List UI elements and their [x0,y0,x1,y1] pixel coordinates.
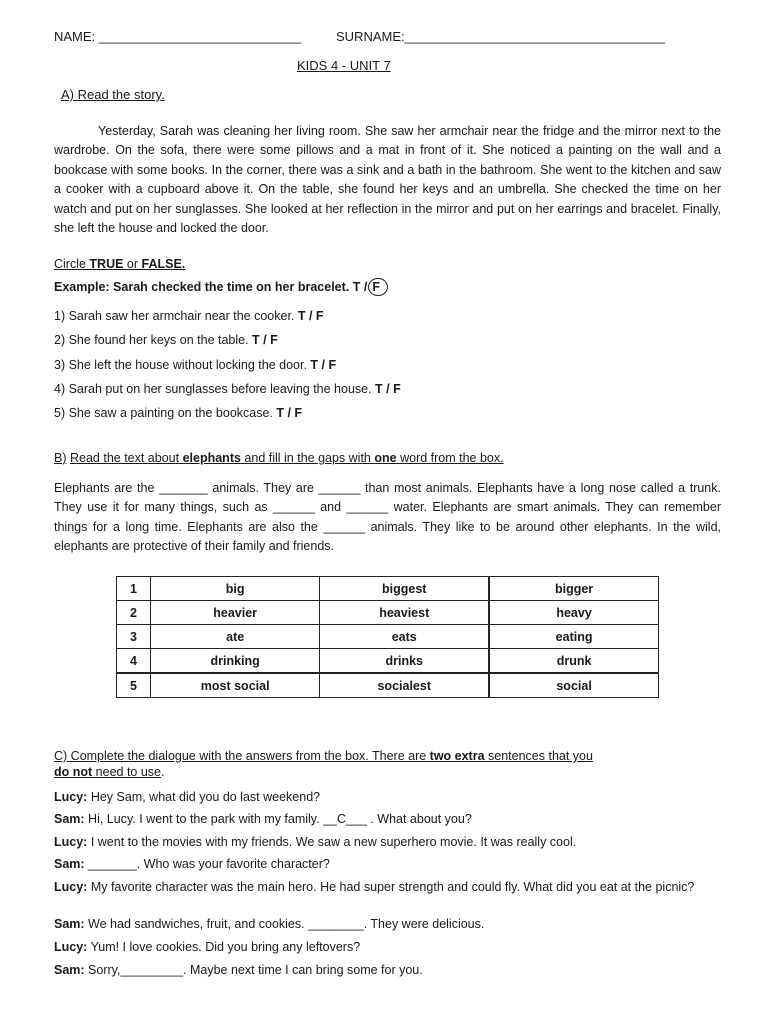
row-number: 4 [117,649,151,674]
heading-bold: do not [54,765,93,779]
circle-instruction [54,257,185,271]
dialogue-line [54,812,724,826]
speaker: Sam: [54,963,85,977]
word-option: socialest [320,673,489,698]
word-option: ate [151,625,320,649]
row-number: 2 [117,601,151,625]
question-text: 1) Sarah saw her armchair near the cooker. [54,309,298,323]
heading-text: word from the box. [396,451,504,465]
dialogue-line [54,963,724,977]
table-row [117,577,659,601]
circled-answer: F [368,278,388,296]
question-text: 5) She saw a painting on the bookcase. [54,406,277,420]
heading-text: need to use [92,765,161,779]
dialogue-line [54,917,724,931]
true-false-choice[interactable]: T / F [252,333,278,347]
dialogue-line [54,790,724,804]
line-text: My favorite character was the main hero. He had super strength and could fly. What did you eat at the picnic? [87,880,695,894]
true-false-choice[interactable]: T / F [310,358,337,372]
table-row [117,625,659,649]
word-option: biggest [320,577,489,601]
section-c-heading [54,748,724,780]
instruction-true: TRUE [89,257,124,271]
dialogue-line [54,857,724,871]
story-paragraph: Yesterday, Sarah was cleaning her living room. She saw her armchair near the fridge and the mirror next to the wardrobe. On the sofa, there were some pillows and a mat in front of it. She noticed a painting on the wall and a bookcase with some books. In the corner, there was a sink and a bath in the bathroom. She went to the kitchen and saw a cooker with a cupboard above it. On the table, she found her keys and an umbrella. She checked the time on her watch and put on her sunglasses. She looked at her reflection in the mirror and put on her earrings and bracelet. Finally, she left the house and locked the door. [54,124,721,236]
speaker: Sam: [54,812,85,826]
question-4 [54,382,401,396]
heading-bold: elephants [182,451,241,465]
table-row [117,673,659,698]
instruction-or: or [123,257,142,271]
speaker: Lucy: [54,790,88,804]
surname-field-label: SURNAME:____________________________________ [336,29,665,44]
speaker: Lucy: [54,880,88,894]
true-false-choice[interactable]: T / F [276,406,303,420]
word-box-table [116,576,659,698]
question-2 [54,333,278,347]
heading-text: C) Complete the dialogue with the answers from the box. There are [54,749,430,763]
dialogue-line [54,940,724,954]
row-number: 3 [117,625,151,649]
word-option: heavy [489,601,658,625]
true-false-choice[interactable]: T / F [297,309,324,323]
word-option: bigger [489,577,658,601]
example-text: Example: Sarah checked the time on her bracelet. T / [54,280,368,294]
speaker: Lucy: [54,940,88,954]
heading-letter: B) [54,451,67,465]
example-sentence [54,278,388,296]
question-1 [54,309,324,323]
word-option: eating [489,625,658,649]
heading-text: and fill in the gaps with [240,451,375,465]
section-a-heading: A) Read the story. [61,87,165,102]
dialogue-line [54,835,724,849]
word-option: social [489,673,658,698]
elephants-paragraph: Elephants are the _______ animals. They are ______ than most animals. Elephants have a long nose called a trunk. They use it for many things, such as ______ and ______ water. Elephants are smart animals. They can remember things for a long time. Elephants are also the ______ animals. They like to be around other elephants. In the wild, elephants are protective of their family and friends. [54,481,721,553]
word-option: big [151,577,320,601]
line-text: We had sandwiches, fruit, and cookies. ________. They were delicious. [84,917,485,931]
true-false-choice[interactable]: T / F [375,382,401,396]
heading-text: sentences that you [484,749,593,763]
word-option: drunk [489,649,658,674]
section-b-heading [54,451,504,465]
heading-bold: two extra [429,749,485,763]
question-5 [54,406,302,420]
dialogue-line [54,880,724,894]
unit-title: KIDS 4 - UNIT 7 [297,58,391,73]
word-option: heavier [151,601,320,625]
line-text: Hi, Lucy. I went to the park with my family. __C___ . What about you? [84,812,472,826]
word-option: drinks [320,649,489,674]
row-number: 1 [117,577,151,601]
question-text: 2) She found her keys on the table. [54,333,253,347]
row-number: 5 [117,673,151,698]
line-text: Sorry,_________. Maybe next time I can bring some for you. [84,963,423,977]
speaker: Sam: [54,917,85,931]
line-text: Hey Sam, what did you do last weekend? [87,790,321,804]
question-text: 3) She left the house without locking the door. [54,358,311,372]
word-option: heaviest [320,601,489,625]
word-option: drinking [151,649,320,674]
line-text: _______. Who was your favorite character? [84,857,330,871]
question-3 [54,358,336,372]
table-row [117,649,659,674]
instruction-prefix: Circle [54,257,90,271]
word-option: eats [320,625,489,649]
name-field-label: NAME: ____________________________ [54,29,302,44]
heading-text: Read the text about [69,451,183,465]
table-row [117,601,659,625]
speaker: Sam: [54,857,85,871]
line-text: Yum! I love cookies. Did you bring any leftovers? [87,940,361,954]
heading-end: . [161,765,165,779]
word-option: most social [151,673,320,698]
heading-bold: one [374,451,397,465]
question-text: 4) Sarah put on her sunglasses before leaving the house. [54,382,376,396]
instruction-false: FALSE. [141,257,186,271]
line-text: I went to the movies with my friends. We saw a new superhero movie. It was really cool. [87,835,577,849]
speaker: Lucy: [54,835,88,849]
